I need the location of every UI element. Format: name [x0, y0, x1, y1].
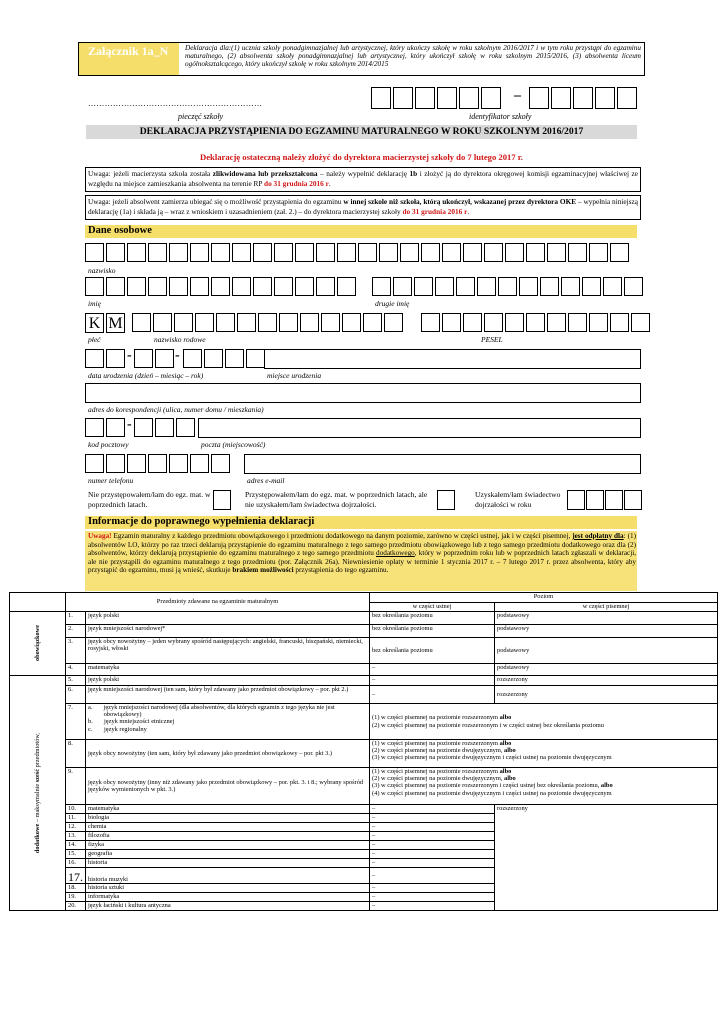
address-input[interactable] — [85, 383, 641, 403]
declaration-description: Deklaracja dla:(1) ucznia szkoły ponadgimnazjalnej lub artystycznej, który ukończy szkołę w roku szkolnym 2016/2017 i w tym roku przystąpi do egzaminu maturalnego, (2) absolwenta szkoły ponadgimnazjalnej lub artystycznej, który ukończył szkołę w roku szkolnym 2015/2016, (3) absolwenta liceum ogólnokształcącego, który ukończył szkołę w roku szkolnym 2014/2015 — [185, 44, 641, 69]
phone-cell[interactable] — [190, 454, 209, 473]
school-id-cell[interactable] — [551, 87, 571, 109]
note2-b: w innej szkole niż szkoła, którą ukończył, wskazanej przez dyrektora OKE — [343, 197, 577, 206]
subject-name: język mniejszości narodowej (ten sam, który był zdawany jako przedmiot obowiązkowy – por. pkt 2.) — [86, 686, 370, 704]
header-subjects: Przedmioty zdawane na egzaminie maturalnym — [66, 593, 370, 612]
maiden-name-cell[interactable] — [279, 313, 298, 332]
address-label: adres do korespondencji (ulica, numer domu / mieszkania) — [88, 405, 264, 414]
subject-name: język łaciński i kultura antyczna — [86, 902, 370, 911]
subject-name: informatyka — [86, 893, 370, 902]
oral-level: – — [370, 832, 495, 841]
check-certificate-text: Uzyskałem/łam świadectwo dojrzałości w roku — [475, 490, 561, 509]
r9-l3b: albo — [600, 782, 613, 790]
pesel-cell[interactable] — [421, 313, 440, 332]
surname-cell[interactable] — [316, 243, 335, 262]
r7-b: b. — [88, 718, 93, 726]
subject-name: matematyka — [86, 664, 370, 676]
birth-day-boxes[interactable] — [85, 349, 127, 368]
side-additional-cell — [10, 676, 66, 911]
surname-cell[interactable] — [505, 243, 524, 262]
oral-level: – — [370, 841, 495, 850]
year-cell[interactable] — [567, 490, 585, 510]
r7-c: c. — [88, 725, 93, 733]
postal-code-label: kod pocztowy — [88, 440, 129, 449]
r8-options — [370, 740, 718, 768]
pesel-cell[interactable] — [505, 313, 524, 332]
pesel-cell[interactable] — [484, 313, 503, 332]
subject-name: filozofia — [86, 832, 370, 841]
certificate-year-boxes[interactable] — [567, 490, 643, 510]
attachment-title: Załącznik 1a_N — [88, 44, 169, 58]
row-number-17 — [66, 868, 86, 884]
stamp-label: pieczęć szkoły — [178, 112, 224, 121]
post-office-label: poczta (miejscowość) — [201, 440, 266, 449]
school-id-cell[interactable] — [371, 87, 391, 109]
row-number: 9. — [66, 768, 86, 805]
postal-cell[interactable] — [134, 418, 153, 437]
surname-cell[interactable] — [421, 243, 440, 262]
r7-l2: (2) w części pisemnej na poziomie rozszerzonym i w części ustnej bez określania poziomu — [372, 721, 604, 729]
row-number: 10. — [66, 805, 86, 814]
phone-cell[interactable] — [127, 454, 146, 473]
second-name-cell[interactable] — [435, 277, 454, 296]
postal-cell[interactable] — [155, 418, 174, 437]
phone-boxes[interactable] — [85, 454, 232, 473]
note1-g: . — [328, 178, 331, 188]
row-number: 3. — [66, 638, 86, 664]
surname-cell[interactable] — [106, 243, 125, 262]
check-not-taken-text: Nie przystępowałem/łam do egz. mat. w poprzednich latach. — [88, 490, 211, 509]
note2-d: do 31 grudnia 2016 r — [402, 206, 468, 216]
first-name-cell[interactable] — [253, 277, 272, 296]
note-liquidated — [88, 169, 638, 188]
oral-level: – — [370, 676, 495, 686]
oral-level: – — [370, 664, 495, 676]
pesel-label: PESEL — [481, 335, 503, 344]
email-input[interactable] — [244, 454, 641, 474]
school-id-cell[interactable] — [393, 87, 413, 109]
subject-name: język polski — [86, 676, 370, 686]
side-additional-1: dodatkowe — [33, 823, 41, 854]
r9-l4: (4) w części pisemnej na poziomie dwujęzycznym i części ustnej na poziomie dwujęzycznym — [372, 789, 612, 797]
info-t3: : (1) absolwentów LO, którzy po raz trzeci deklarują przystąpienie do egzaminu maturalnego z tego samego przedmiotu obowiązkowego lub z tego samego przedmiotu dodatkowego oraz dla (2) absolwentów, którzy deklarują przystąpienie do egzaminu maturalnego z tego samego przedmiotu — [88, 532, 636, 558]
r9-l2b: albo — [504, 775, 516, 783]
second-name-cell[interactable] — [414, 277, 433, 296]
r9-options — [370, 768, 718, 805]
second-name-cell[interactable] — [456, 277, 475, 296]
sex-m-cell[interactable]: M — [106, 313, 125, 333]
note1-d: 1b — [409, 169, 418, 178]
post-office-input[interactable] — [198, 418, 641, 438]
maiden-name-cell[interactable] — [258, 313, 277, 332]
phone-cell[interactable] — [148, 454, 167, 473]
info-t4: dodatkowego — [376, 549, 415, 558]
surname-cell[interactable] — [379, 243, 398, 262]
maiden-name-cell[interactable] — [216, 313, 235, 332]
written-level: rozszerzony — [495, 676, 718, 686]
postal-cell[interactable] — [176, 418, 195, 437]
postal-code-boxes-1[interactable] — [85, 418, 127, 437]
r7-a: a. — [88, 704, 93, 711]
first-name-boxes[interactable] — [85, 277, 358, 296]
row-number: 18. — [66, 884, 86, 893]
row-number: 20. — [66, 902, 86, 911]
table-corner — [10, 593, 66, 612]
surname-cell[interactable] — [211, 243, 230, 262]
r9-l1a: (1) w części pisemnej na poziomie rozszerzonym — [372, 768, 500, 775]
r8-l1b: albo — [499, 740, 512, 747]
school-id-dash: – — [514, 88, 521, 103]
school-id-cell[interactable] — [415, 87, 435, 109]
surname-cell[interactable] — [148, 243, 167, 262]
phone-cell[interactable] — [106, 454, 125, 473]
r8-l2a: (2) w części pisemnej na poziomie dwujęzycznym, — [372, 747, 505, 755]
surname-cell[interactable] — [358, 243, 377, 262]
pesel-cell[interactable] — [547, 313, 566, 332]
subject-name: geografia — [86, 850, 370, 859]
r8-l1a: (1) w części pisemnej na poziomie rozszerzonym — [372, 740, 500, 747]
date-cell[interactable] — [246, 349, 265, 368]
second-name-cell[interactable] — [561, 277, 580, 296]
second-name-cell[interactable] — [603, 277, 622, 296]
oral-level: – — [370, 902, 495, 911]
surname-cell[interactable] — [589, 243, 608, 262]
header-level: Poziom — [370, 593, 718, 603]
maiden-name-cell[interactable] — [174, 313, 193, 332]
r7-a-text: język mniejszości narodowej (dla absolwentów, dla których egzamin z tego języka nie jest obowiązkowy) — [103, 704, 335, 719]
date-cell[interactable] — [106, 349, 125, 368]
surname-cell[interactable] — [169, 243, 188, 262]
surname-cell[interactable] — [337, 243, 356, 262]
maiden-name-cell[interactable] — [195, 313, 214, 332]
oral-level: – — [370, 893, 495, 902]
r7-l1b: albo — [499, 714, 512, 722]
oral-level: – — [370, 884, 495, 893]
subject-name-7 — [86, 704, 370, 740]
postal-cell[interactable] — [85, 418, 104, 437]
first-name-cell[interactable] — [211, 277, 230, 296]
subject-name: język obcy nowożytny – jeden wybrany spośród następujących: angielski, francuski, hiszpański, niemiecki, rosyjski, włoski — [86, 638, 370, 664]
birth-date-label: data urodzenia (dzień – miesiąc – rok) — [88, 371, 204, 380]
row-number: 16. — [66, 859, 86, 868]
second-name-cell[interactable] — [498, 277, 517, 296]
year-cell[interactable] — [605, 490, 623, 510]
note2-a: Uwaga: jeżeli absolwent zamierza ubiegać się o możliwość przystąpienia do egzaminu — [88, 197, 344, 206]
surname-cell[interactable] — [526, 243, 545, 262]
row-number: 14. — [66, 841, 86, 850]
written-level: podstawowy — [495, 625, 718, 638]
maiden-name-cell[interactable] — [363, 313, 382, 332]
maiden-name-cell[interactable] — [342, 313, 361, 332]
school-id-boxes-left[interactable] — [371, 87, 503, 109]
first-name-cell[interactable] — [232, 277, 251, 296]
oral-level: – — [370, 686, 495, 704]
first-name-label: imię — [88, 299, 101, 308]
row-number: 4. — [66, 664, 86, 676]
second-name-boxes[interactable] — [372, 277, 645, 296]
info-heading: Informacje do poprawnego wypełnienia deklaracji — [88, 516, 315, 527]
maiden-name-label: nazwisko rodowe — [154, 335, 206, 344]
r8-l2b: albo — [504, 747, 516, 755]
school-id-cell[interactable] — [529, 87, 549, 109]
surname-boxes[interactable] — [85, 243, 631, 262]
first-name-cell[interactable] — [85, 277, 104, 296]
school-id-label: identyfikator szkoły — [469, 112, 532, 121]
surname-cell[interactable] — [400, 243, 419, 262]
r9-l3a: (3) w części pisemnej na poziomie rozszerzonym i części ustnej bez określania poziomu, — [372, 782, 601, 790]
maiden-name-cell[interactable] — [132, 313, 151, 332]
r9-l2a: (2) w części pisemnej na poziomie dwujęzycznym, — [372, 775, 505, 783]
info-t1: Egzamin maturalny z każdego przedmiotu obowiązkowego i przedmiotu dodatkowego na danym poziomie, zarówno w części ustnej, jak i w części pisemnej, — [111, 532, 573, 540]
note1-f: do 31 grudnia 2016 r — [264, 178, 329, 188]
check-not-taken-box[interactable] — [213, 490, 231, 510]
info-t2: jest odpłatny dla — [572, 532, 624, 540]
note1-a: Uwaga: jeżeli macierzysta szkoła została — [88, 169, 213, 178]
oral-level: bez określania poziomu — [370, 625, 495, 638]
pesel-cell[interactable] — [442, 313, 461, 332]
phone-label: numer telefonu — [88, 476, 134, 485]
postal-code-boxes-2[interactable] — [134, 418, 197, 437]
surname-cell[interactable] — [253, 243, 272, 262]
row-number: 5. — [66, 676, 86, 686]
oral-level: – — [370, 859, 495, 868]
school-id-cell[interactable] — [617, 87, 637, 109]
surname-label: nazwisko — [88, 266, 116, 275]
second-name-label: drugie imię — [375, 299, 410, 308]
school-id-cell[interactable] — [437, 87, 457, 109]
birth-year-boxes[interactable] — [183, 349, 267, 368]
note1-e: i złożyć ją do dyrektora okręgowej komisji egzaminacyjnej właściwej ze względu na miejsce zamieszkania absolwenta na terenie RP — [88, 169, 638, 188]
subject-name: historia muzyki — [86, 868, 370, 884]
surname-cell[interactable] — [85, 243, 104, 262]
sex-label: płeć — [88, 335, 101, 344]
first-name-cell[interactable] — [316, 277, 335, 296]
extra-written-level: rozszerzony — [495, 805, 718, 911]
surname-cell[interactable] — [190, 243, 209, 262]
surname-cell[interactable] — [484, 243, 503, 262]
subjects-table — [9, 592, 718, 911]
school-id-cell[interactable] — [573, 87, 593, 109]
header-oral: w części ustnej — [370, 603, 495, 612]
second-name-cell[interactable] — [624, 277, 643, 296]
subject-name: matematyka — [86, 805, 370, 814]
surname-cell[interactable] — [127, 243, 146, 262]
row-number: 19. — [66, 893, 86, 902]
date-cell[interactable] — [155, 349, 174, 368]
year-cell[interactable] — [586, 490, 604, 510]
surname-cell[interactable] — [547, 243, 566, 262]
subject-name: historia sztuki — [86, 884, 370, 893]
maiden-name-cell[interactable] — [237, 313, 256, 332]
subject-name: fizyka — [86, 841, 370, 850]
r9-l1b: albo — [499, 768, 512, 775]
side-mandatory-cell — [10, 612, 66, 676]
birth-place-input[interactable] — [264, 349, 641, 369]
surname-cell[interactable] — [463, 243, 482, 262]
note2-e: . — [467, 206, 470, 216]
note2-c: – wypełnia niniejszą deklarację (1a) i składa ją – wraz z wnioskiem i uzasadnieniem (zał. 2.) – do dyrektora macierzystej szkoły — [88, 197, 638, 216]
written-level: podstawowy — [495, 638, 718, 664]
pesel-cell[interactable] — [631, 313, 650, 332]
check-no-certificate-box[interactable] — [437, 490, 455, 510]
subject-name: język obcy nowożytny (inny niż zdawany jako przedmiot obowiązkowy – por. pkt. 3. i 8.; wybrany spośród języków wymienionych w pkt. 3.) — [86, 768, 370, 805]
first-name-cell[interactable] — [106, 277, 125, 296]
date-cell[interactable] — [85, 349, 104, 368]
deadline-notice: Deklarację ostateczną należy złożyć do dyrektora macierzystej szkoły do 7 lutego 2017 r. — [200, 152, 523, 162]
first-name-cell[interactable] — [274, 277, 293, 296]
r7-b-text: język mniejszości etnicznej — [104, 718, 175, 726]
maiden-name-cell[interactable] — [384, 313, 403, 332]
row-number: 11. — [66, 814, 86, 823]
surname-cell[interactable] — [568, 243, 587, 262]
date-cell[interactable] — [134, 349, 153, 368]
note-other-school — [88, 197, 638, 216]
birth-month-boxes[interactable] — [134, 349, 176, 368]
email-label: adres e-mail — [247, 476, 285, 485]
row-number: 8. — [66, 740, 86, 768]
subject-name: historia — [86, 859, 370, 868]
phone-cell[interactable] — [211, 454, 230, 473]
birth-dash-1: - — [127, 348, 132, 363]
oral-level: – — [370, 805, 495, 814]
date-cell[interactable] — [204, 349, 223, 368]
stamp-dots: ……………………………………………………… — [88, 99, 263, 108]
postal-cell[interactable] — [106, 418, 125, 437]
surname-cell[interactable] — [274, 243, 293, 262]
row-number: 2. — [66, 625, 86, 638]
school-id-boxes-right[interactable] — [529, 87, 639, 109]
date-cell[interactable] — [183, 349, 202, 368]
first-name-cell[interactable] — [148, 277, 167, 296]
subject-name: biologia — [86, 814, 370, 823]
school-id-cell[interactable] — [481, 87, 501, 109]
side-mandatory: obowiązkowe — [33, 625, 41, 662]
maiden-name-cell[interactable] — [300, 313, 319, 332]
pesel-cell[interactable] — [589, 313, 608, 332]
first-name-cell[interactable] — [295, 277, 314, 296]
row-number: 15. — [66, 850, 86, 859]
personal-heading-bar — [85, 225, 637, 238]
side-additional — [34, 733, 41, 853]
surname-cell[interactable] — [295, 243, 314, 262]
school-id-cell[interactable] — [459, 87, 479, 109]
r7-l1a: (1) w części pisemnej na poziomie rozszerzonym — [372, 714, 500, 722]
side-additional-3: sześć — [33, 768, 41, 783]
second-name-cell[interactable] — [540, 277, 559, 296]
pesel-cell[interactable] — [526, 313, 545, 332]
sex-k-cell[interactable]: K — [85, 313, 104, 333]
pesel-boxes[interactable] — [421, 313, 652, 332]
pesel-cell[interactable] — [610, 313, 629, 332]
first-name-cell[interactable] — [169, 277, 188, 296]
info-t5: , który w poprzednim roku lub w poprzednich latach zgłaszali w deklaracji, ale nie przystąpili do egzaminu maturalnego z tego przedmiotu (por. Załącznik 26a). Niewniesienie opłaty w terminie 1 stycznia 2017 r. – 7 lutego 2017 r. przez absolwenta, który aby przystąpić do egzaminu, musi ją wnieść, skutkuje — [88, 549, 636, 575]
r8-l3: (3) w części pisemnej na poziomie dwujęzycznym i części ustnej na poziomie dwujęzycznym — [372, 754, 612, 762]
row-number: 13. — [66, 832, 86, 841]
row-number: 6. — [66, 686, 86, 704]
r7-c-text: język regionalny — [104, 725, 147, 733]
note1-b: zlikwidowana lub przekształcona — [212, 169, 318, 178]
maiden-name-boxes[interactable] — [132, 313, 405, 332]
phone-cell[interactable] — [85, 454, 104, 473]
check-no-certificate-text: Przystępowałem/łam do egz. mat. w poprzednich latach, ale nie uzyskałem/łam świadectwa dojrzałości. — [245, 490, 428, 509]
info-uwaga: Uwaga! — [88, 532, 112, 540]
row-number: 1. — [66, 612, 86, 625]
birth-place-label: miejsce urodzenia — [267, 371, 322, 380]
second-name-cell[interactable] — [582, 277, 601, 296]
sex-boxes[interactable] — [85, 313, 127, 333]
pesel-cell[interactable] — [463, 313, 482, 332]
first-name-cell[interactable] — [127, 277, 146, 296]
written-level: podstawowy — [495, 664, 718, 676]
postal-dash: - — [127, 417, 132, 432]
subject-name: język obcy nowożytny (ten sam, który był zdawany jako przedmiot obowiązkowy – por. pkt 3.) — [86, 740, 370, 768]
subject-name: język mniejszości narodowej* — [86, 625, 370, 638]
birth-dash-2: - — [175, 348, 180, 363]
info-t7: przystąpienia do tego egzaminu. — [293, 566, 389, 575]
oral-level: – — [370, 868, 495, 884]
second-name-cell[interactable] — [477, 277, 496, 296]
oral-level: bez określania poziomu — [370, 612, 495, 625]
maiden-name-cell[interactable] — [153, 313, 172, 332]
surname-cell[interactable] — [610, 243, 629, 262]
info-text — [88, 532, 636, 575]
written-level: rozszerzony — [495, 686, 718, 704]
oral-level: – — [370, 814, 495, 823]
subject-name: chemia — [86, 823, 370, 832]
info-t6: brakiem możliwości — [232, 566, 294, 575]
note1-c: – należy wypełnić deklarację — [317, 169, 410, 178]
oral-level: – — [370, 850, 495, 859]
maiden-name-cell[interactable] — [321, 313, 340, 332]
school-id-cell[interactable] — [595, 87, 615, 109]
second-name-cell[interactable] — [519, 277, 538, 296]
personal-heading: Dane osobowe — [88, 225, 152, 236]
r7-options — [370, 704, 718, 740]
phone-cell[interactable] — [169, 454, 188, 473]
subject-name: język polski — [86, 612, 370, 625]
year-cell[interactable] — [624, 490, 642, 510]
row-number: 7. — [66, 704, 86, 740]
surname-cell[interactable] — [442, 243, 461, 262]
oral-level: bez określania poziomu — [370, 638, 495, 664]
declaration-title: DEKLARACJA PRZYSTĄPIENIA DO EGZAMINU MATURALNEGO W ROKU SZKOLNYM 2016/2017 — [139, 126, 584, 137]
surname-cell[interactable] — [232, 243, 251, 262]
first-name-cell[interactable] — [337, 277, 356, 296]
side-additional-2: – maksymalnie — [33, 782, 41, 824]
side-additional-4: przedmiotów, — [33, 732, 41, 769]
second-name-cell[interactable] — [372, 277, 391, 296]
oral-level: – — [370, 823, 495, 832]
first-name-cell[interactable] — [190, 277, 209, 296]
row-number: 12. — [66, 823, 86, 832]
header-written: w części pisemnej — [495, 603, 718, 612]
row-number-big: 17. — [68, 869, 83, 884]
written-level: podstawowy — [495, 612, 718, 625]
second-name-cell[interactable] — [393, 277, 412, 296]
date-cell[interactable] — [225, 349, 244, 368]
pesel-cell[interactable] — [568, 313, 587, 332]
